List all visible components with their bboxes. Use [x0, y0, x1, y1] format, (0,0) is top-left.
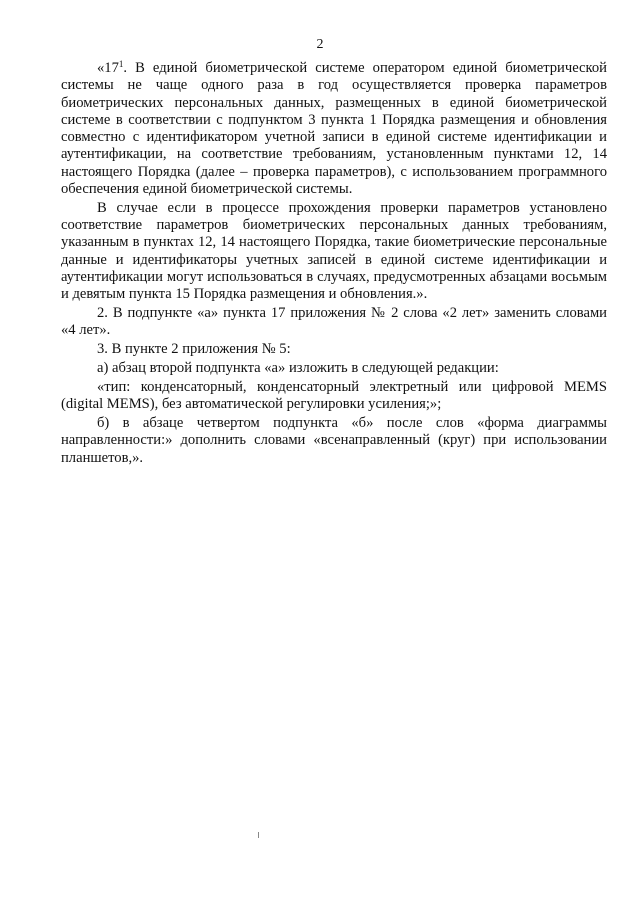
paragraph-1 [61, 60, 607, 198]
paragraph-1-text: . В единой биометрической системе оператором единой биометрической системы не чаще одного раза в год осуществляется проверка параметров биометрических персональных данных, размещенных в единой биометрической системе в соответствии с подпунктом 3 пункта 1 Порядка размещения и обновления совместно с идентификатором учетной записи в единой системе идентификации и аутентификации, на соответствие требованиям, установленным пунктами 12, 14 настоящего Порядка (далее – проверка параметров), с использованием программного обеспечения единой биометрической системы. [61, 60, 607, 198]
paragraph-7: б) в абзаце четвертом подпункта «б» после слов «форма диаграммы направленности:» дополнить словами «всенаправленный (круг) при использовании планшетов,». [61, 414, 607, 466]
page-number: 2 [316, 37, 324, 52]
document-body [61, 60, 607, 468]
paragraph-3: 2. В подпункте «а» пункта 17 приложения № 2 слова «2 лет» заменить словами «4 лет». [61, 305, 607, 339]
paragraph-5: а) абзац второй подпункта «а» изложить в следующей редакции: [97, 360, 499, 377]
superscript: 1 [118, 59, 124, 69]
paragraph-4: 3. В пункте 2 приложения № 5: [97, 341, 291, 358]
paragraph-2: В случае если в процессе прохождения проверки параметров установлено соответствие параметров биометрических персональных данных требованиям, указанным в пунктах 12, 14 настоящего Порядка, такие биометрические персональные данные и идентификаторы учетных записей в единой системе идентификации и аутентификации могут использоваться в случаях, предусмотренных абзацами восьмым и девятым пункта 15 Порядка размещения и обновления.». [61, 199, 607, 303]
paragraph-1-start: «17 [97, 60, 119, 76]
paragraph-6: «тип: конденсаторный, конденсаторный электретный или цифровой MEMS (digital MEMS), без автоматической регулировки усиления;»; [61, 378, 607, 413]
scan-mark [258, 832, 259, 838]
